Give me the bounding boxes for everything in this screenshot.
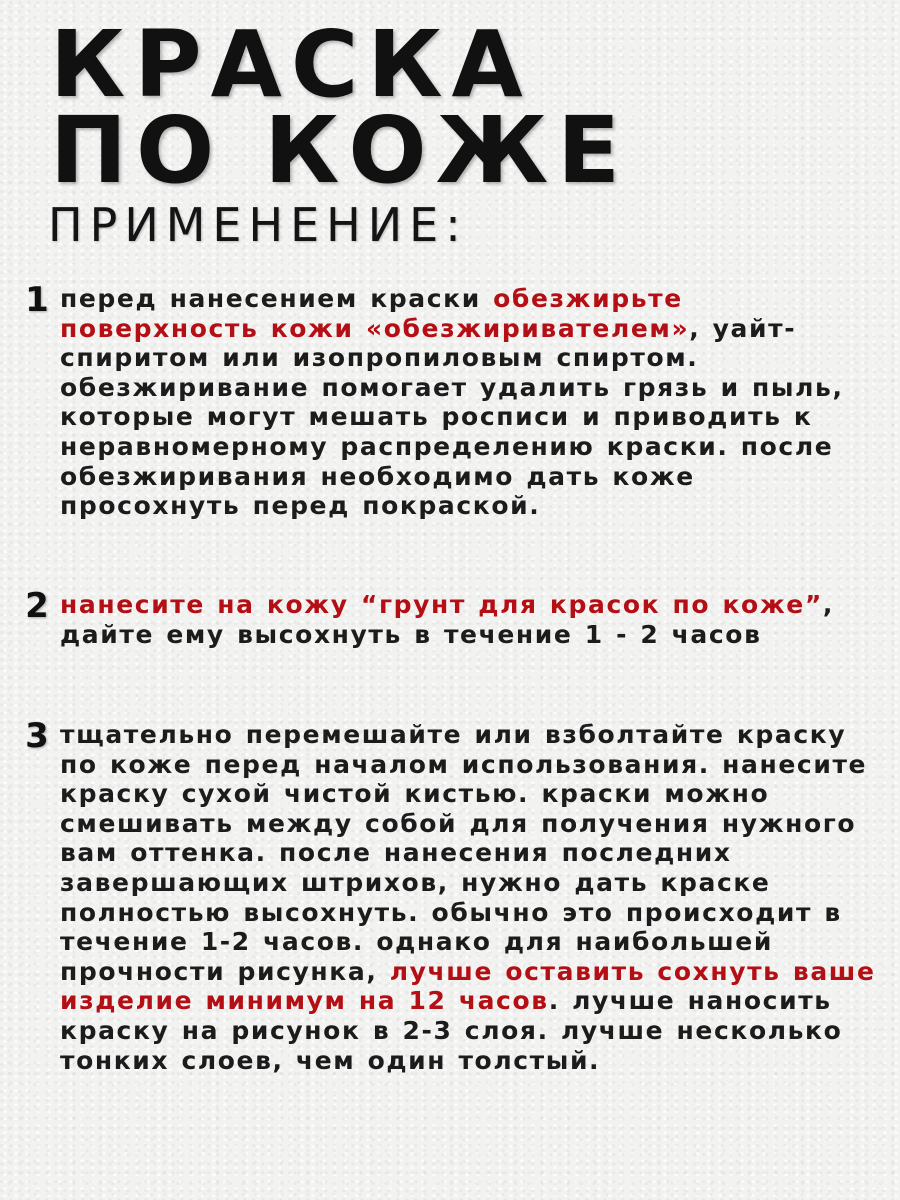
section-heading: ПРИМЕНЕНИЕ: xyxy=(48,198,468,252)
step-3 xyxy=(18,716,886,1075)
step-text-part: перед нанесением краски xyxy=(60,284,494,313)
step-number: 1 xyxy=(25,280,49,320)
step-text xyxy=(60,720,886,1075)
step-number: 2 xyxy=(25,586,49,626)
step-number: 3 xyxy=(25,716,49,756)
step-highlight: нанесите на кожу “грунт для красок по коже” xyxy=(60,590,823,619)
step-2 xyxy=(18,586,886,649)
title-line-2: ПО КОЖЕ xyxy=(50,97,630,204)
step-text xyxy=(60,284,886,521)
step-highlight: лучше оставить сохнуть ваше изделие минимум на 12 часов xyxy=(60,956,876,1016)
step-text-part: , уайт-спиритом или изопропиловым спиртом. обезжиривание помогает удалить грязь и пыль, которые могут мешать росписи и приводить к неравномерному распределению краски. после обезжиривания необходимо дать коже просохнуть перед покраской. xyxy=(60,313,844,521)
title-line-1: КРАСКА xyxy=(50,11,532,118)
step-1 xyxy=(18,280,886,521)
step-highlight: обезжирьте поверхность кожи «обезжиривателем» xyxy=(60,284,690,343)
step-text xyxy=(60,590,886,649)
page-title xyxy=(50,11,630,204)
step-text-part: . лучше наносить краску на рисунок в 2-3 слоя. лучше несколько тонких слоев, чем один толстый. xyxy=(60,986,843,1075)
step-text-part: тщательно перемешайте или взболтайте краску по коже перед началом использования. нанесите краску сухой чистой кистью. краски можно смешивать между собой для получения нужного вам оттенка. после нанесения последних завершающих штрихов, нужно дать краске полностью высохнуть. обычно это происходит в течение 1-2 часов. однако для наибольшей прочности рисунка, xyxy=(60,720,868,986)
step-text-part: , дайте ему высохнуть в течение 1 - 2 часов xyxy=(60,590,834,649)
